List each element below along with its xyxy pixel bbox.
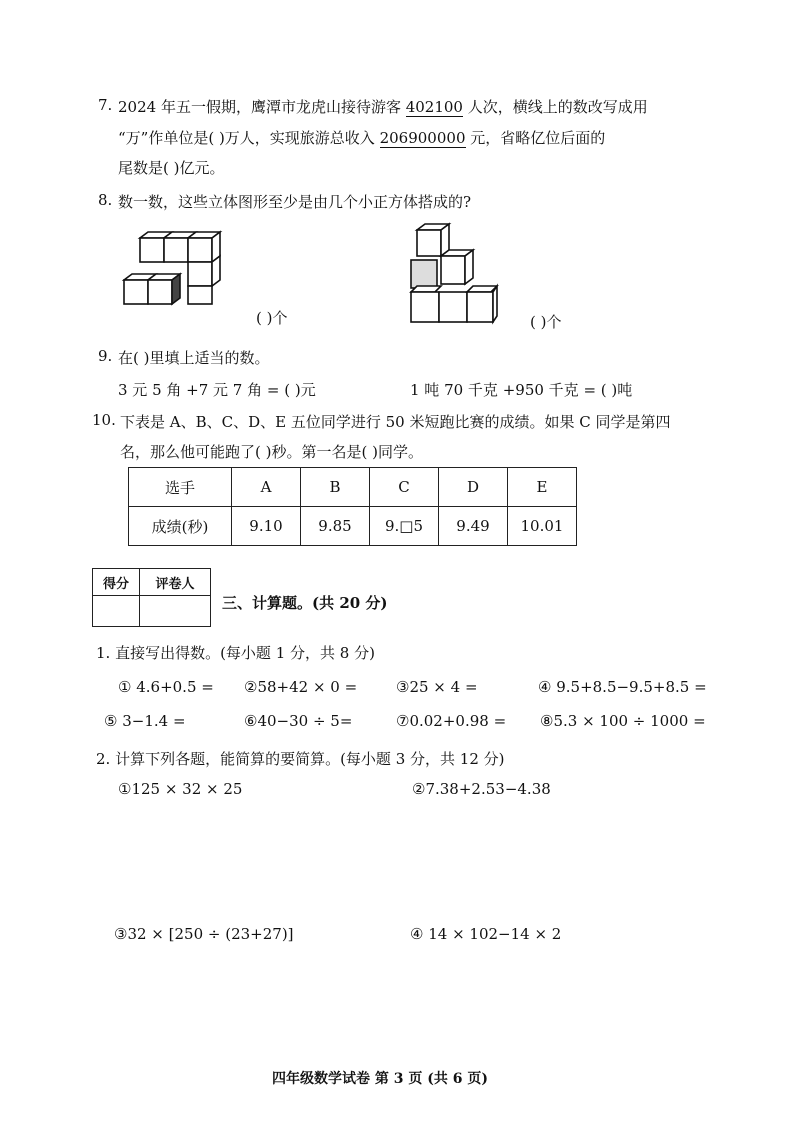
cube-figure-1 — [122, 228, 232, 318]
calc1-item: ⑦0.02+0.98 = — [396, 712, 507, 730]
q10-line2: 名，那么他可能跑了( )秒。第一名是( )同学。 — [120, 443, 423, 461]
section-3-title: 三、计算题。(共 20 分) — [222, 594, 388, 612]
q8-answer-1: ( )个 — [256, 309, 288, 327]
page-footer: 四年级数学试卷 第 3 页 (共 6 页) — [272, 1071, 488, 1087]
score-table-header-row — [129, 468, 577, 507]
score-row-label: 成绩(秒) — [129, 507, 232, 546]
q7-line2-b: 元，省略亿位后面的 — [465, 129, 606, 147]
q10-number: 10. — [92, 411, 116, 429]
score-header-cell: A — [232, 468, 301, 507]
calc1-item: ⑥40−30 ÷ 5= — [244, 712, 353, 730]
q10-line1: 下表是 A、B、C、D、E 五位同学进行 50 米短跑比赛的成绩。如果 C 同学是第四 — [120, 413, 671, 431]
q7-line3: 尾数是( )亿元。 — [118, 159, 225, 177]
calc1-item: ⑤ 3−1.4 = — [104, 712, 186, 730]
q9-item-b: 1 吨 70 千克 +950 千克 = ( )吨 — [410, 381, 633, 399]
q7-income-number: 206900000 — [379, 129, 466, 147]
q9-number: 9. — [98, 347, 113, 365]
score-header-cell: C — [370, 468, 439, 507]
calc1-title: 1. 直接写出得数。(每小题 1 分，共 8 分) — [96, 644, 375, 662]
q7-visitors-number: 402100 — [405, 98, 463, 116]
calc1-item: ③25 × 4 = — [396, 678, 478, 696]
q7-line2-a: “万”作单位是( )万人，实现旅游总收入 — [118, 129, 380, 147]
grader-box — [92, 568, 211, 627]
score-value-cell: 9.85 — [301, 507, 370, 546]
calc2-item: ③32 × [250 ÷ (23+27)] — [114, 925, 294, 943]
q8-text: 数一数，这些立体图形至少是由几个小正方体搭成的? — [118, 193, 472, 211]
calc2-item: ②7.38+2.53−4.38 — [412, 780, 551, 798]
grader-name-label: 评卷人 — [140, 569, 211, 596]
q7-line1-a: 2024 年五一假期，鹰潭市龙虎山接待游客 — [118, 98, 406, 116]
score-header-cell: B — [301, 468, 370, 507]
calc1-item: ⑧5.3 × 100 ÷ 1000 = — [540, 712, 706, 730]
score-header-cell: 选手 — [129, 468, 232, 507]
score-table-value-row — [129, 507, 577, 546]
calc1-item: ① 4.6+0.5 = — [118, 678, 214, 696]
score-value-cell: 10.01 — [508, 507, 577, 546]
q9-item-a: 3 元 5 角 +7 元 7 角 = ( )元 — [118, 381, 316, 399]
calc1-item: ④ 9.5+8.5−9.5+8.5 = — [538, 678, 707, 696]
score-value-cell: 9.10 — [232, 507, 301, 546]
q8-number: 8. — [98, 191, 113, 209]
score-table — [128, 467, 577, 546]
cube-figure-2 — [405, 220, 505, 326]
q7-line1-b: 人次，横线上的数改写成用 — [462, 98, 648, 116]
grader-score-label: 得分 — [93, 569, 140, 596]
calc2-item: ①125 × 32 × 25 — [118, 780, 243, 798]
q8-answer-2: ( )个 — [530, 313, 562, 331]
grader-name-cell — [140, 596, 211, 627]
q9-text: 在( )里填上适当的数。 — [118, 349, 270, 367]
score-value-cell: 9.49 — [439, 507, 508, 546]
q7-number: 7. — [98, 96, 113, 114]
calc1-item: ②58+42 × 0 = — [244, 678, 358, 696]
score-header-cell: E — [508, 468, 577, 507]
calc2-title: 2. 计算下列各题，能简算的要简算。(每小题 3 分，共 12 分) — [96, 750, 505, 768]
q7-line2 — [118, 127, 605, 148]
score-value-cell: 9.□5 — [370, 507, 439, 546]
calc2-item: ④ 14 × 102−14 × 2 — [410, 925, 562, 943]
score-header-cell: D — [439, 468, 508, 507]
grader-score-cell — [93, 596, 140, 627]
q7-line1 — [118, 96, 648, 117]
